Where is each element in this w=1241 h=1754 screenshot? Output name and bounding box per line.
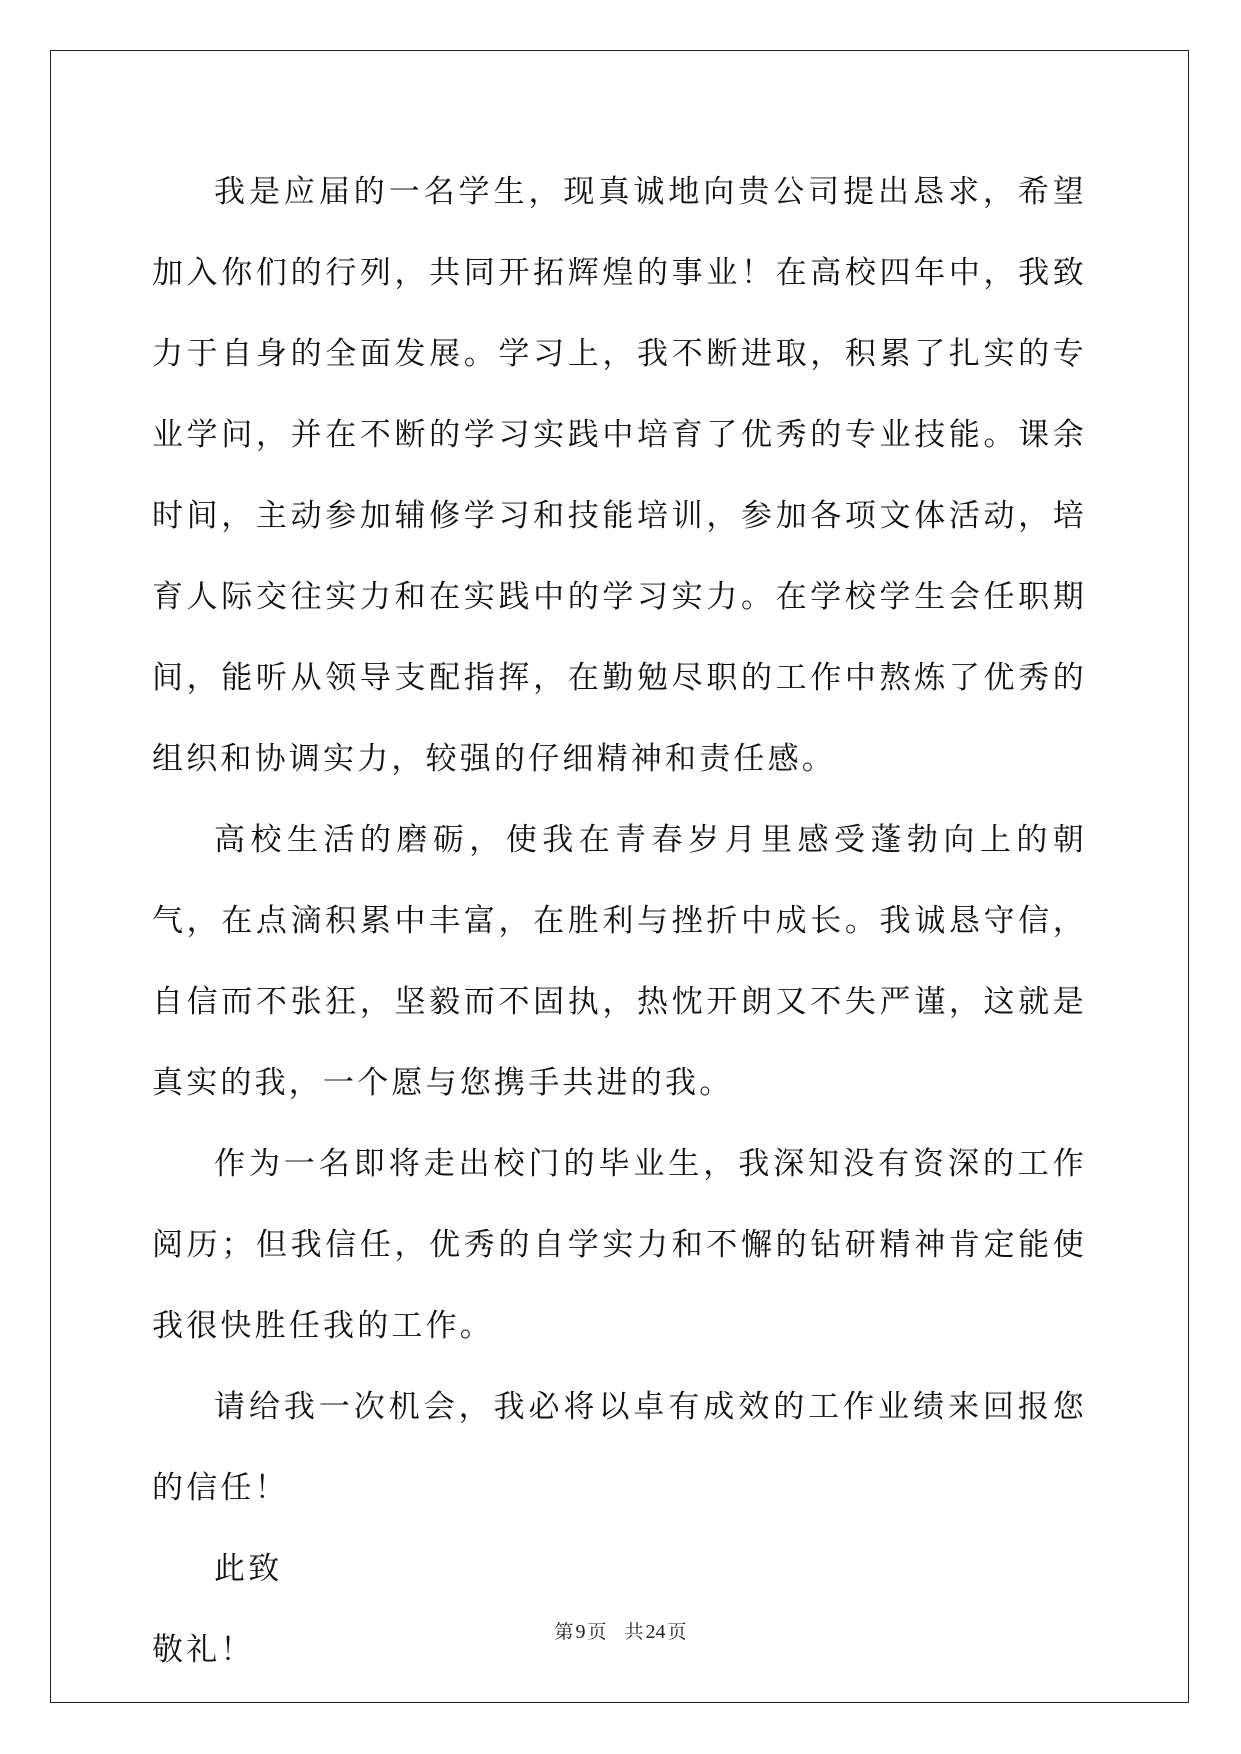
- page-number: 9: [575, 1621, 586, 1643]
- total-prefix: 共: [624, 1621, 644, 1643]
- total-suffix: 页: [667, 1621, 687, 1643]
- total-pages: 24: [645, 1621, 666, 1643]
- paragraph-2: 高校生活的磨砺，使我在青春岁月里感受蓬勃向上的朝气，在点滴积累中丰富，在胜利与挫折中成长。我诚恳守信，自信而不张狂，坚毅而不固执，热忱开朗又不失严谨，这就是真实的我，一个愿与您携手共进的我。: [152, 822, 1087, 1101]
- paragraph-1: 我是应届的一名学生，现真诚地向贵公司提出恳求，希望加入你们的行列，共同开拓辉煌的事业！在高校四年中，我致力于自身的全面发展。学习上，我不断进取，积累了扎实的专业学问，并在不断的学习实践中培育了优秀的专业技能。课余时间，主动参加辅修学习和技能培训，参加各项文体活动，培育人际交往实力和在实践中的学习实力。在学校学生会任职期间，能听从领导支配指挥，在勤勉尽职的工作中熬炼了优秀的组织和协调实力，较强的仔细精神和责任感。: [152, 174, 1087, 777]
- salutation-line: 此致: [214, 1551, 283, 1587]
- paragraph-4: 请给我一次机会，我必将以卓有成效的工作业绩来回报您的信任！: [152, 1389, 1087, 1506]
- paragraph-3: 作为一名即将走出校门的毕业生，我深知没有资深的工作阅历；但我信任，优秀的自学实力和不懈的钻研精神肯定能使我很快胜任我的工作。: [152, 1146, 1087, 1344]
- page-footer: [0, 1617, 1241, 1644]
- closing-line: 敬礼！: [152, 1632, 255, 1668]
- page-prefix: 第: [554, 1621, 574, 1643]
- letter-body: [152, 152, 1087, 1691]
- page-suffix: 页: [587, 1621, 607, 1643]
